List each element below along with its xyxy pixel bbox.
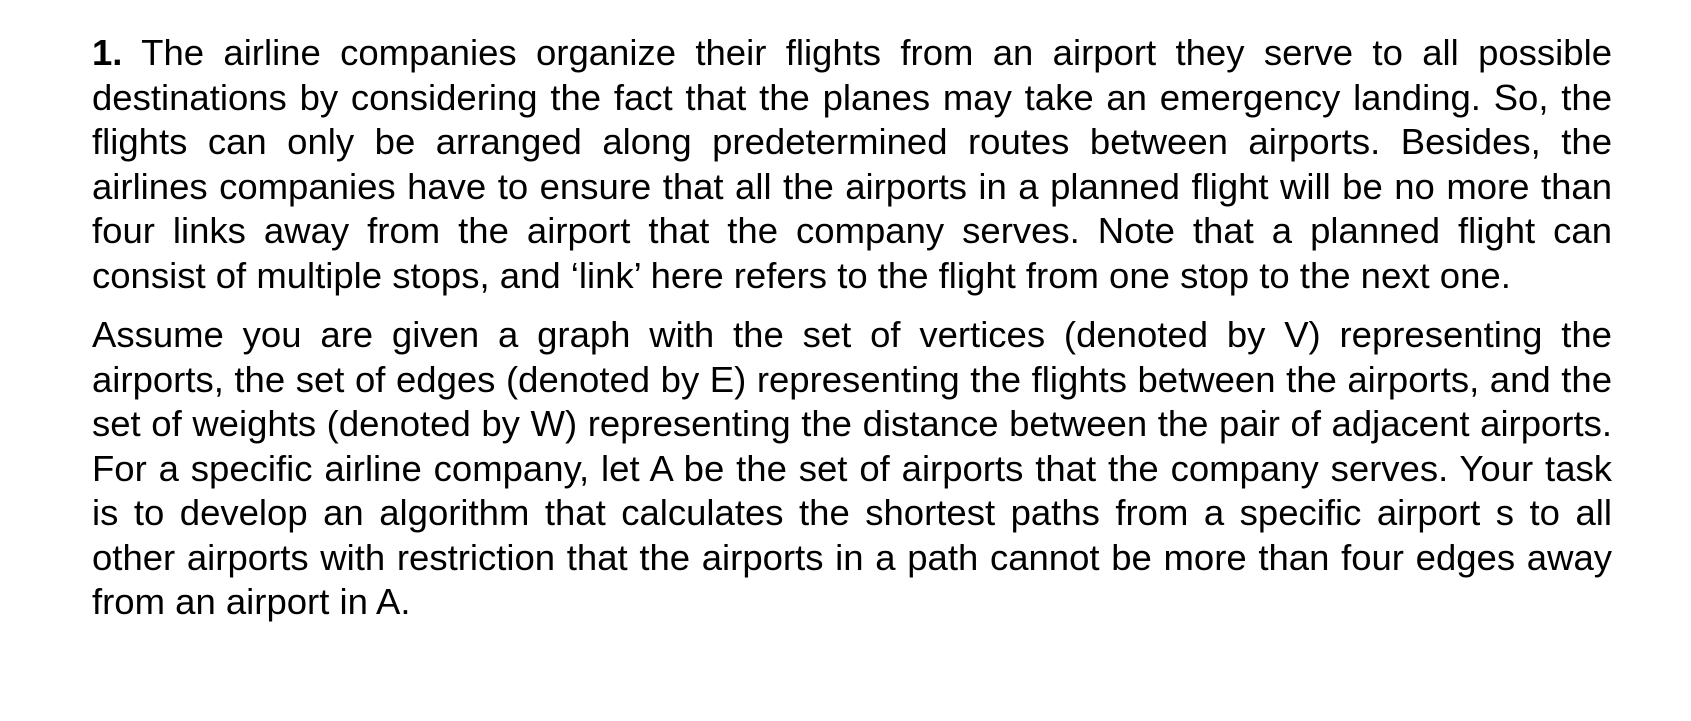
question-number: 1. (92, 32, 123, 73)
document-page (92, 31, 1612, 625)
question-paragraph-1-text: The airline companies organize their flights from an airport they serve to all possible destinations by considering the fact that the planes may take an emergency landing. So, the flights can only be arranged along predetermined routes between airports. Besides, the airlines companies have to ensure that all the airports in a planned flight will be no more than four links away from the airport that the company serves. Note that a planned flight can consist of multiple stops, and ‘link’ here refers to the flight from one stop to the next one. (92, 32, 1612, 296)
question-paragraph-1 (92, 31, 1612, 298)
question-paragraph-2: Assume you are given a graph with the set of vertices (denoted by V) representing the airports, the set of edges (denoted by E) representing the flights between the airports, and the set of weights (denoted by W) representing the distance between the pair of adjacent airports. For a specific airline company, let A be the set of airports that the company serves. Your task is to develop an algorithm that calculates the shortest paths from a specific airport s to all other airports with restriction that the airports in a path cannot be more than four edges away from an airport in A. (92, 314, 1612, 622)
